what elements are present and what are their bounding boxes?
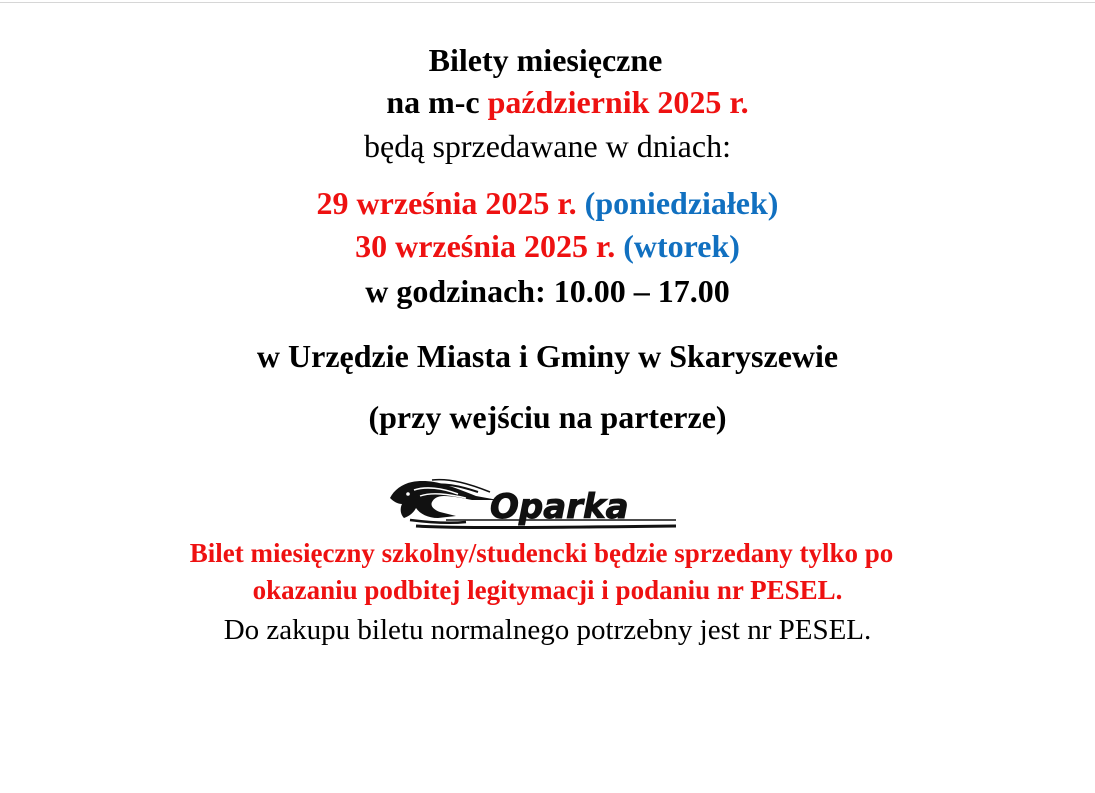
student-note-line-1-text: Bilet miesięczny szkolny/studencki będzie sprzedany tylko po	[189, 538, 894, 568]
normal-ticket-note-text: Do zakupu biletu normalnego potrzebny jest nr PESEL.	[223, 614, 872, 646]
sale-day-2-weekday: (wtorek)	[623, 228, 740, 264]
sale-location	[0, 340, 1095, 372]
sale-intro-text: będą sprzedawane w dniach:	[364, 128, 731, 164]
sale-day-2-date: 30 września 2025 r.	[355, 228, 616, 264]
top-border-line	[0, 2, 1095, 3]
student-note-line-1	[0, 540, 1089, 567]
notice-title	[0, 44, 1093, 76]
company-logo	[386, 476, 680, 530]
sale-day-2	[0, 230, 1095, 262]
sale-location-text: w Urzędzie Miasta i Gminy w Skaryszewie	[256, 338, 839, 374]
sale-location-detail-text: (przy wejściu na parterze)	[368, 399, 727, 435]
logo-text: Oparka	[490, 487, 629, 527]
title-text: Bilety miesięczne	[428, 42, 663, 78]
normal-ticket-note	[0, 616, 1095, 645]
sale-location-detail	[0, 401, 1095, 433]
sale-day-1-date: 29 września 2025 r.	[316, 185, 577, 221]
sale-day-1	[0, 187, 1095, 219]
sale-day-1-weekday: (poniedziałek)	[584, 185, 779, 221]
month-line	[20, 86, 1095, 118]
month-prefix: na m-c	[386, 84, 480, 120]
sale-hours	[0, 275, 1095, 307]
sale-intro	[0, 130, 1095, 162]
student-note-line-2	[0, 577, 1095, 604]
horse-head-logo-icon	[386, 476, 680, 530]
sale-hours-text: w godzinach: 10.00 – 17.00	[365, 273, 730, 309]
month-value: październik 2025 r.	[487, 84, 749, 120]
student-note-line-2-text: okazaniu podbitej legitymacji i podaniu nr PESEL.	[252, 575, 843, 605]
